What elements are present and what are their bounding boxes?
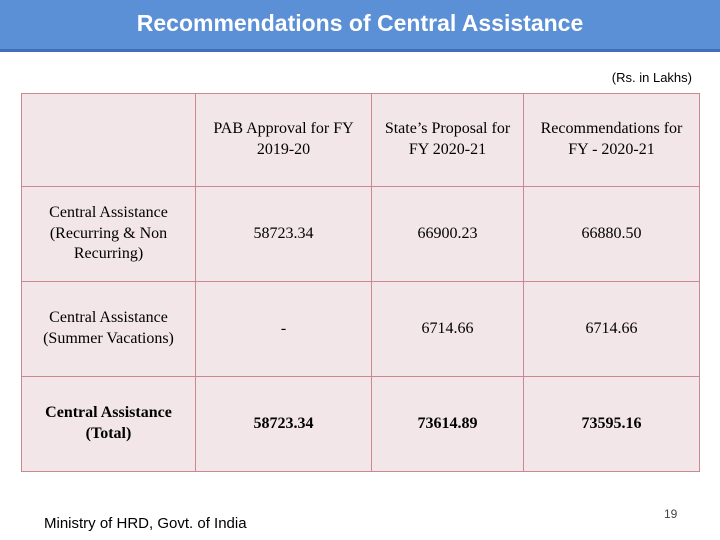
table-cell: 66880.50 — [524, 187, 700, 282]
header-cell-recommendations: Recommendations for FY - 2020-21 — [524, 94, 700, 187]
page-number: 19 — [664, 507, 678, 521]
units-note: (Rs. in Lakhs) — [611, 70, 692, 85]
table-cell: 6714.66 — [524, 282, 700, 377]
table-cell: 6714.66 — [372, 282, 524, 377]
table-row-total — [22, 377, 700, 472]
header-cell-empty — [22, 94, 196, 187]
table-cell: 73614.89 — [372, 377, 524, 472]
table-row — [22, 187, 700, 282]
assistance-table — [21, 93, 700, 472]
row-label: Central Assistance (Recurring & Non Recurring) — [22, 187, 196, 282]
table-cell: - — [196, 282, 372, 377]
row-label: Central Assistance (Summer Vacations) — [22, 282, 196, 377]
table-cell: 58723.34 — [196, 187, 372, 282]
slide-title: Recommendations of Central Assistance — [136, 10, 584, 36]
title-bar — [0, 0, 720, 52]
table-header-row — [22, 94, 700, 187]
footer-ministry: Ministry of HRD, Govt. of India — [44, 515, 247, 532]
table-cell: 58723.34 — [196, 377, 372, 472]
table-row — [22, 282, 700, 377]
header-cell-pab-approval: PAB Approval for FY 2019-20 — [196, 94, 372, 187]
header-cell-state-proposal: State’s Proposal for FY 2020-21 — [372, 94, 524, 187]
row-label: Central Assistance (Total) — [22, 377, 196, 472]
table-cell: 73595.16 — [524, 377, 700, 472]
table-cell: 66900.23 — [372, 187, 524, 282]
